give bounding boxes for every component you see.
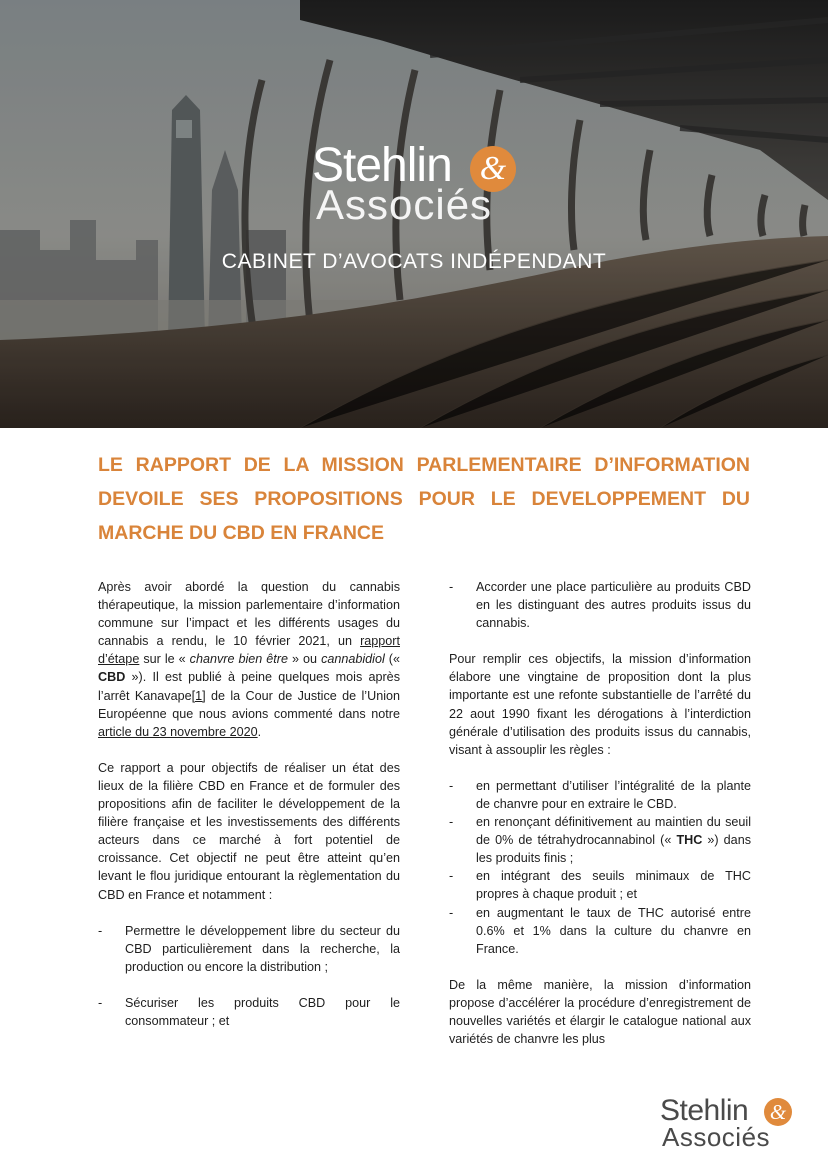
closing-paragraph: De la même manière, la mission d’information propose d’accélérer la procédure d’enregistrement de nouvelles variétés et élargir le catalogue national aux variétés de chanvre les plus <box>449 977 751 1047</box>
footnote-link[interactable]: [1] <box>191 688 206 703</box>
list-item: - en permettant d’utiliser l’intégralité de la plante de chanvre pour en extraire le CBD. <box>449 777 751 813</box>
logo-ampersand: & <box>764 1098 792 1126</box>
text-run: Après avoir abordé la question du cannabis thérapeutique, la mission parlementaire d’information commune sur l’impact et les différents usages du cannabis a rendu, le 10 février 2021, un <box>98 580 400 649</box>
list-item: - Permettre le développement libre du secteur du CBD particulièrement dans la recherche, la production ou encore la distribution ; <box>98 922 400 976</box>
objectives-list <box>98 922 400 1030</box>
list-item: - en augmentant le taux de THC autorisé entre 0.6% et 1% dans la culture du chanvre en France. <box>449 904 751 958</box>
logo-name: Stehlin <box>312 139 452 192</box>
list-item: - Sécuriser les produits CBD pour le consommateur ; et <box>98 994 400 1030</box>
left-column <box>98 578 400 1048</box>
right-column <box>449 578 751 1066</box>
text-run: . <box>257 724 262 739</box>
bold-text: THC <box>676 833 703 848</box>
text-run: ») dans les produits finis ; <box>476 833 751 866</box>
emphasis-text: chanvre bien être <box>189 652 289 667</box>
objectives-list-continued <box>449 578 751 632</box>
list-item <box>449 813 751 867</box>
text-run: »). Il est publié à peine quelques mois après l’arrêt Kanavape <box>98 670 400 703</box>
text-run: » ou <box>288 652 322 667</box>
article-title: LE RAPPORT DE LA MISSION PARLEMENTAIRE D’INFORMATION DEVOILE SES PROPOSITIONS POUR LE DEVELOPPEMENT DU MARCHE DU CBD EN FRANCE <box>98 454 750 544</box>
article-link[interactable]: article du 23 novembre 2020 <box>98 724 258 739</box>
firm-tagline: CABINET D’AVOCATS INDÉPENDANT <box>221 250 607 273</box>
proposals-list <box>449 777 751 958</box>
text-run: (« <box>384 652 401 667</box>
list-item: - en intégrant des seuils minimaux de THC propres à chaque produit ; et <box>449 867 751 903</box>
logo-suffix: Associés <box>316 181 493 228</box>
text-run: de la Cour de Justice de l’Union Européenne que nous avions commenté dans notre <box>98 688 401 721</box>
header-banner <box>0 0 828 428</box>
bold-text: CBD <box>98 670 126 685</box>
logo-suffix: Associés <box>662 1122 771 1152</box>
list-item: - Accorder une place particulière au produits CBD en les distinguant des autres produits issus du cannabis. <box>449 578 751 632</box>
objectives-paragraph: Ce rapport a pour objectifs de réaliser un état des lieux de la filière CBD en France et de formuler des propositions afin de faciliter le développement de la filière française et les investissements des différents acteurs dans ce marché à fort potentiel de croissance. Cet objectif ne peut être atteint qu’en levant le flou juridique entourant la règlementation du CBD en France et notamment : <box>98 760 400 902</box>
text-run: sur le « <box>139 652 190 667</box>
emphasis-text: cannabidiol <box>321 652 385 667</box>
rapport-etape-link[interactable]: rapport d’étape <box>98 634 400 667</box>
logo-ampersand: & <box>470 146 516 192</box>
text-run: en renonçant définitivement au maintien du seuil de 0% de tétrahydrocannabinol (« <box>476 815 751 848</box>
logo-name: Stehlin <box>660 1094 749 1127</box>
footer-logo <box>660 1094 800 1156</box>
firm-logo <box>312 140 532 230</box>
proposals-paragraph: Pour remplir ces objectifs, la mission d’information élabore une vingtaine de proposition dont la plus importante est une refonte substantielle de l’arrêté du 22 aout 1990 fixant les dérogations à l’interdiction générale d’utilisation des produits issus du cannabis, visant à assouplir les règles : <box>449 652 751 757</box>
intro-paragraph <box>98 578 400 741</box>
